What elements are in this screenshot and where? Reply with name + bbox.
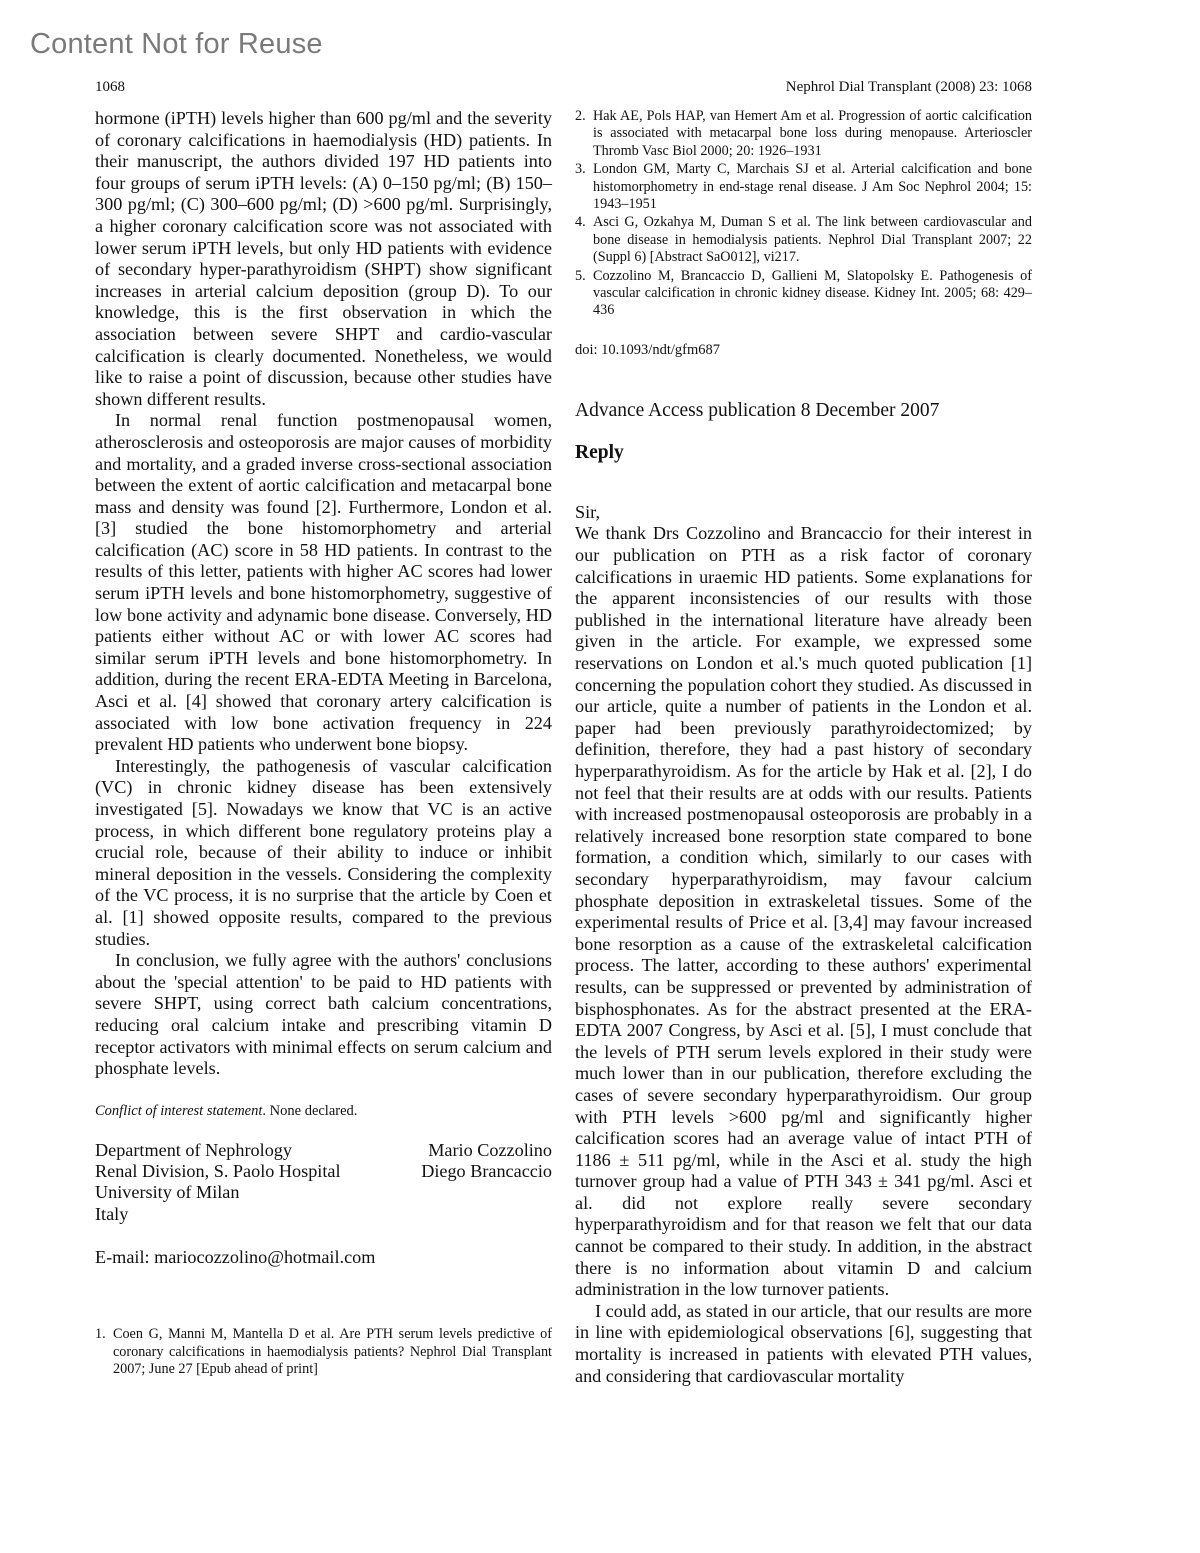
affiliation xyxy=(95,1140,341,1225)
reference-text: Coen G, Manni M, Mantella D et al. Are PTH serum levels predictive of coronary calcifications in haemodialysis patients? Nephrol Dial Transplant 2007; June 27 [Epub ahead of print] xyxy=(113,1326,552,1378)
reply-title: Reply xyxy=(575,441,624,463)
reply-paragraph-2: I could add, as stated in our article, that our results are more in line with epidemiological observations [6], suggesting that mortality is increased in patients with elevated PTH values, and considering that cardiovascular mortality xyxy=(575,1300,1032,1386)
affiliation-line: Italy xyxy=(95,1203,129,1224)
reference-item xyxy=(575,268,1032,320)
author-name: Diego Brancaccio xyxy=(421,1161,552,1182)
reference-item xyxy=(95,1326,552,1378)
left-column xyxy=(95,108,552,1379)
reference-text: London GM, Marty C, Marchais SJ et al. Arterial calcification and bone histomorphometry in end-stage renal disease. J Am Soc Nephrol 2004; 15: 1943–1951 xyxy=(593,161,1032,213)
author-email: E-mail: mariocozzolino@hotmail.com xyxy=(95,1246,376,1267)
letter-paragraph-1: hormone (iPTH) levels higher than 600 pg/ml and the severity of coronary calcifications in haemodialysis (HD) patients. In their manuscript, the authors divided 197 HD patients into four groups of serum iPTH levels: (A) 0–150 pg/ml; (B) 150–300 pg/ml; (C) 300–600 pg/ml; (D) >600 pg/ml. Surprisingly, a higher coronary calcification score was not associated with lower serum iPTH levels, but only HD patients with evidence of secondary hyper-parathyroidism (SHPT) show significant increases in arterial calcium deposition (group D). To our knowledge, this is the first observation in which the association between severe SHPT and cardio-vascular calcification is clearly documented. Nonetheless, we would like to raise a point of discussion, because other studies have shown different results. xyxy=(95,108,552,409)
reference-text: Asci G, Ozkahya M, Duman S et al. The link between cardiovascular and bone disease in hemodialysis patients. Nephrol Dial Transplant 2007; 22 (Suppl 6) [Abstract SaO012], vi217. xyxy=(593,214,1032,266)
conflict-text: . None declared. xyxy=(262,1102,358,1119)
affiliation-line: Department of Nephrology xyxy=(95,1139,292,1160)
authors xyxy=(421,1140,552,1225)
references-left xyxy=(95,1326,552,1378)
reply-paragraph-1: We thank Drs Cozzolino and Brancaccio for their interest in our publication on PTH as a risk factor of coronary calcifications in uraemic HD patients. Some explanations for the apparent inconsistencies of our results with those published in the international literature have already been given in the article. For example, we expressed some reservations on London et al.'s much quoted publication [1] concerning the population cohort they studied. As discussed in our article, quite a number of patients in the London et al. paper had been previously parathyroidectomized; by definition, therefore, they had a past history of secondary hyperparathyroidism. As for the article by Hak et al. [2], I do not feel that their results are at odds with our results. Patients with increased postmenopausal osteoporosis are probably in a relatively increased bone resorption state compared to bone formation, a condition which, similarly to our cases with secondary hyperparathyroidism, may favour calcium phosphate deposition in extraskeletal tissues. Some of the experimental results of Price et al. [3,4] may favour increased bone resorption as a cause of the extraskeletal calcification process. The latter, according to these authors' experimental results, can be suppressed or prevented by administration of bisphosphonates. As for the abstract presented at the ERA-EDTA 2007 Congress, by Asci et al. [5], I must conclude that the levels of PTH serum levels explored in their study were much lower than in our publication, therefore excluding the cases of severe secondary hyperparathyroidism. Our group with PTH levels >600 pg/ml and significantly higher calcification scores had an average value of intact PTH of 1186 ± 511 pg/ml, while in the Asci et al. study the high turnover group had a value of PTH 343 ± 341 pg/ml. Asci et al. did not explore really severe secondary hyperparathyroidism and for that reason we felt that our data cannot be compared to their study. In addition, in the abstract there is no information about vitamin D and calcium administration in the low turnover patients. xyxy=(575,523,1032,1300)
page-number: 1068 xyxy=(95,79,125,95)
reference-number: 4. xyxy=(575,214,586,231)
reference-text: Hak AE, Pols HAP, van Hemert Am et al. Progression of aortic calcification is associated with metacarpal bone loss during menopause. Arterioscler Thromb Vasc Biol 2000; 20: 1926–1931 xyxy=(593,108,1032,159)
reference-item xyxy=(575,214,1032,266)
advance-access-line: Advance Access publication 8 December 2007 xyxy=(575,399,940,421)
letter-paragraph-2: In normal renal function postmenopausal women, atherosclerosis and osteoporosis are major causes of morbidity and mortality, and a graded inverse cross-sectional association between the extent of aortic calcification and metacarpal bone mass and density was found [2]. Furthermore, London et al. [3] studied the bone histomorphometry and arterial calcification (AC) score in 58 HD patients. In contrast to the results of this letter, patients with higher AC scores had lower serum iPTH levels and bone histomorphometry, suggestive of low bone activity and adynamic bone disease. Conversely, HD patients either without AC or with lower AC scores had similar serum iPTH levels and bone histomorphometry. In addition, during the recent ERA-EDTA Meeting in Barcelona, Asci et al. [4] showed that coronary artery calcification is associated with low bone activation frequency in 224 prevalent HD patients who underwent bone biopsy. xyxy=(95,410,552,755)
salutation: Sir, xyxy=(575,501,601,522)
reference-item xyxy=(575,161,1032,213)
watermark: Content Not for Reuse xyxy=(30,28,323,60)
conflict-label: Conflict of interest statement xyxy=(95,1102,263,1119)
affiliation-block xyxy=(95,1140,552,1225)
author-name: Mario Cozzolino xyxy=(428,1139,552,1160)
reference-text: Cozzolino M, Brancaccio D, Gallieni M, Slatopolsky E. Pathogenesis of vascular calcification in chronic kidney disease. Kidney Int. 2005; 68: 429–436 xyxy=(593,267,1032,319)
affiliation-line: Renal Division, S. Paolo Hospital xyxy=(95,1161,341,1182)
letter-paragraph-3: Interestingly, the pathogenesis of vascular calcification (VC) in chronic kidney disease has been extensively investigated [5]. Nowadays we know that VC is an active process, in which different bone regulatory proteins play a crucial role, because of their ability to induce or inhibit mineral deposition in the vessels. Considering the complexity of the VC process, it is no surprise that the article by Coen et al. [1] showed opposite results, compared to the previous studies. xyxy=(95,755,552,949)
reference-number: 1. xyxy=(95,1326,106,1343)
reference-number: 2. xyxy=(575,108,586,124)
reference-number: 3. xyxy=(575,161,586,178)
doi: doi: 10.1093/ndt/gfm687 xyxy=(575,341,720,358)
running-head: Nephrol Dial Transplant (2008) 23: 1068 xyxy=(785,79,1032,95)
letter-paragraph-4: In conclusion, we fully agree with the authors' conclusions about the 'special attention' to be paid to HD patients with severe SHPT, using correct bath calcium concentrations, reducing oral calcium intake and prescribing vitamin D receptor activators with minimal effects on serum calcium and phosphate levels. xyxy=(95,950,552,1079)
reference-number: 5. xyxy=(575,267,586,284)
right-column xyxy=(575,108,1032,1387)
conflict-statement xyxy=(95,1102,552,1120)
references-right xyxy=(575,108,1032,320)
reference-item xyxy=(575,108,1032,160)
affiliation-line: University of Milan xyxy=(95,1182,240,1203)
